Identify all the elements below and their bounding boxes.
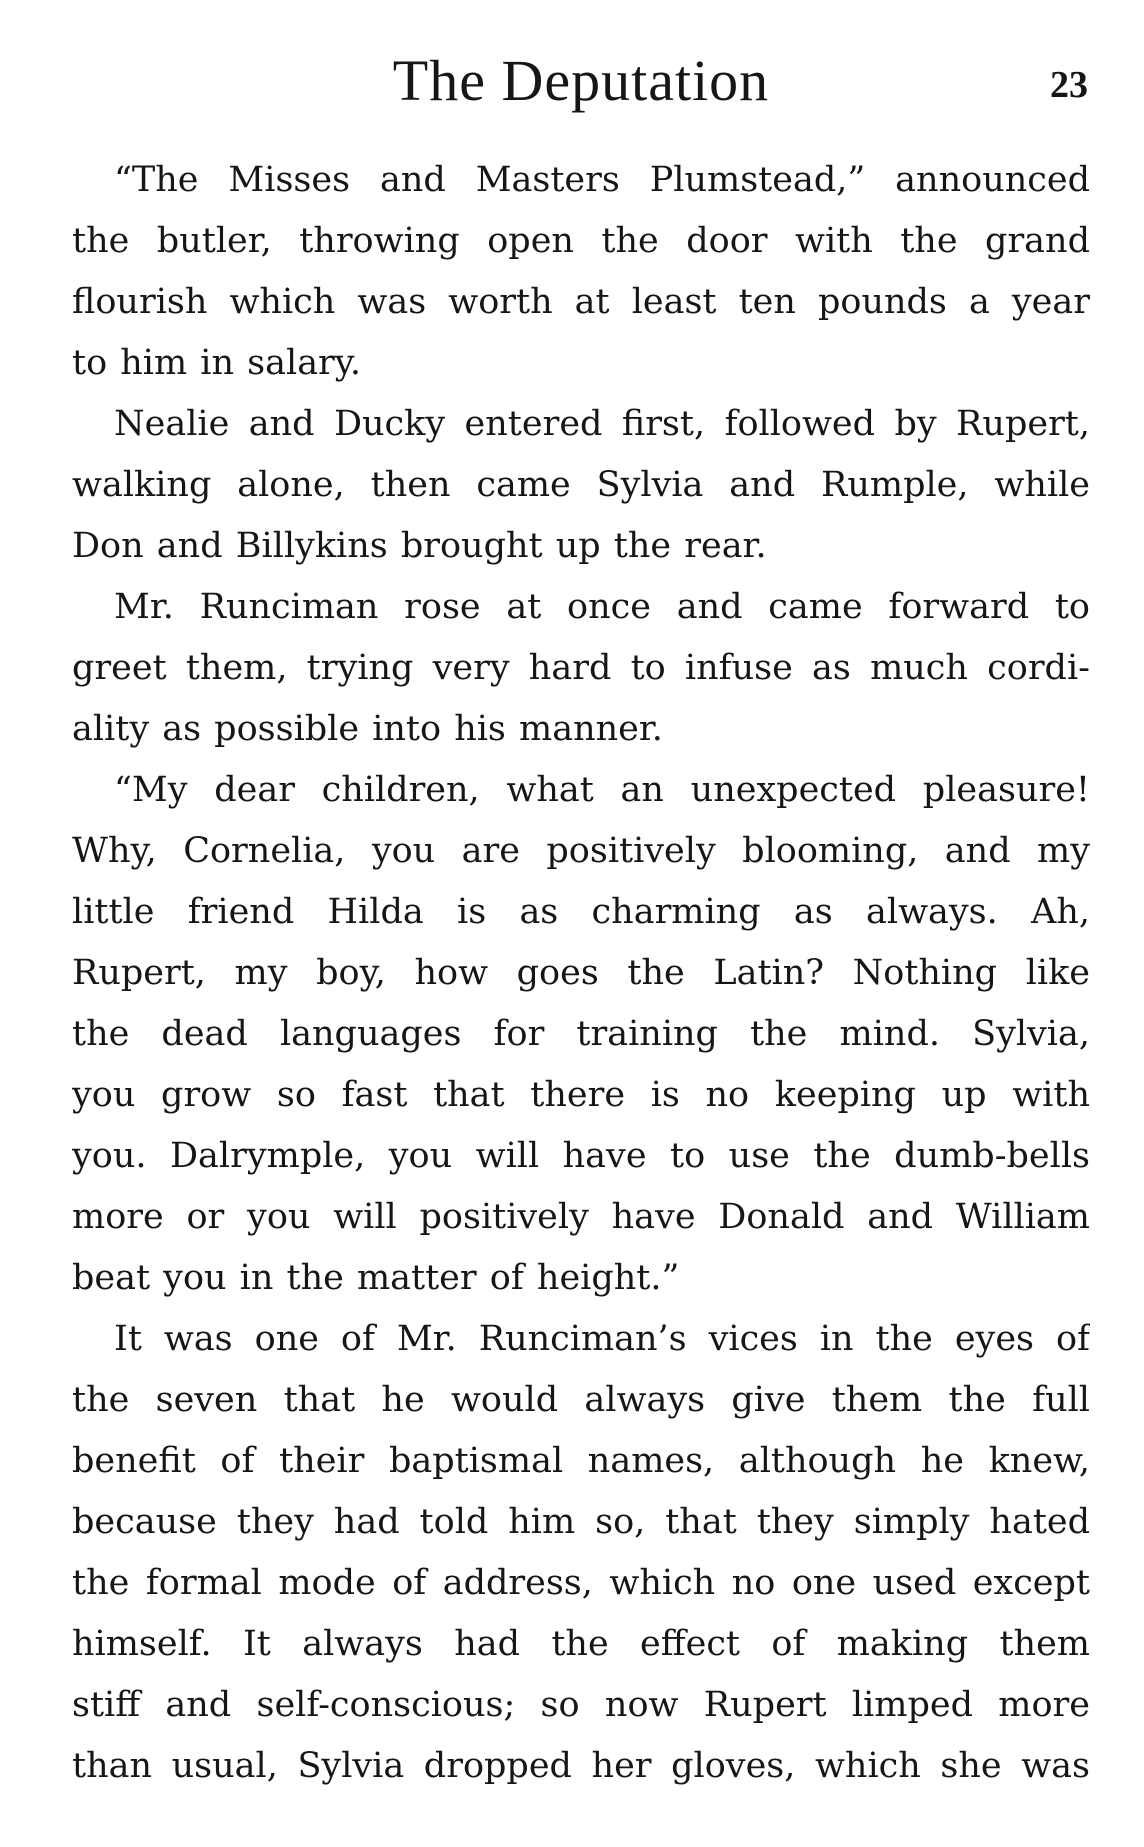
text-line: It was one of Mr. Runciman’s vices in the eyes of	[114, 1319, 1090, 1359]
paragraph	[72, 150, 1090, 394]
text-line: greet them, trying very hard to infuse as much cordi-	[72, 648, 1090, 688]
text-line: ality as possible into his manner.	[72, 709, 663, 749]
text-line: the dead languages for training the mind. Sylvia,	[72, 1014, 1090, 1054]
text-line: “My dear children, what an unexpected pleasure!	[114, 770, 1090, 810]
text-line: than usual, Sylvia dropped her gloves, which she was	[72, 1746, 1090, 1786]
text-line: more or you will positively have Donald and William	[72, 1197, 1090, 1237]
text-line: Mr. Runciman rose at once and came forward to	[114, 587, 1090, 627]
text-line: flourish which was worth at least ten pounds a year	[72, 282, 1090, 322]
text-line: the seven that he would always give them the full	[72, 1380, 1090, 1420]
paragraph	[72, 1309, 1090, 1797]
book-page	[72, 42, 1090, 1832]
text-line: because they had told him so, that they simply hated	[72, 1502, 1090, 1542]
text-line: Rupert, my boy, how goes the Latin? Nothing like	[72, 953, 1090, 993]
text-line: Nealie and Ducky entered first, followed by Rupert,	[114, 404, 1090, 444]
body-text	[72, 150, 1090, 1797]
text-line: Why, Cornelia, you are positively blooming, and my	[72, 831, 1090, 871]
text-line: little friend Hilda is as charming as always. Ah,	[72, 892, 1090, 932]
text-line: you. Dalrymple, you will have to use the dumb-bells	[72, 1136, 1090, 1176]
paragraph	[72, 760, 1090, 1309]
text-line: you grow so fast that there is no keeping up with	[72, 1075, 1090, 1115]
chapter-title: The Deputation	[392, 48, 770, 113]
text-line: walking alone, then came Sylvia and Rumple, while	[72, 465, 1090, 505]
paragraph	[72, 577, 1090, 760]
text-line: stiff and self-conscious; so now Rupert limped more	[72, 1685, 1090, 1725]
text-line: benefit of their baptismal names, although he knew,	[72, 1441, 1090, 1481]
running-head	[72, 42, 1090, 120]
text-line: “The Misses and Masters Plumstead,” announced	[114, 160, 1090, 200]
text-line: beat you in the matter of height.”	[72, 1258, 680, 1298]
page-number: 23	[1050, 64, 1088, 106]
text-line: the butler, throwing open the door with the grand	[72, 221, 1090, 261]
text-line: to him in salary.	[72, 343, 362, 383]
paragraph	[72, 394, 1090, 577]
text-line: Don and Billykins brought up the rear.	[72, 526, 767, 566]
text-line: himself. It always had the effect of making them	[72, 1624, 1090, 1664]
text-line: the formal mode of address, which no one used except	[72, 1563, 1090, 1603]
